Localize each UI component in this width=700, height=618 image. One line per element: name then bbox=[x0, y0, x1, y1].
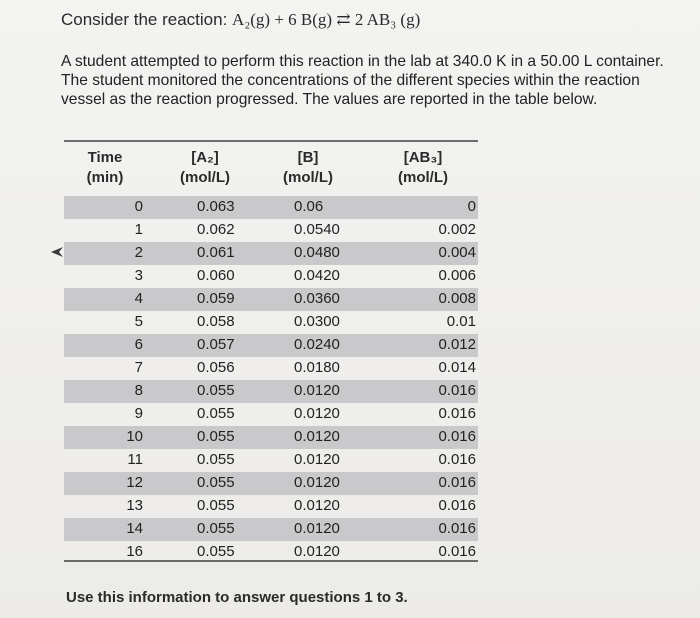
reaction-equation: A₂(g) + 6 B(g) ⇄ 2 AB₃ (g) bbox=[232, 10, 421, 29]
cell-a2: 0.055 bbox=[197, 382, 235, 399]
table-row bbox=[64, 334, 478, 357]
cell-b: 0.0300 bbox=[294, 313, 340, 330]
cell-a2: 0.060 bbox=[197, 267, 235, 284]
cell-ab3: 0.004 bbox=[438, 244, 476, 261]
cell-time: 8 bbox=[134, 382, 143, 399]
cell-ab3: 0.008 bbox=[438, 290, 476, 307]
table-row bbox=[64, 518, 478, 541]
cell-a2: 0.055 bbox=[197, 543, 235, 560]
table-row bbox=[64, 495, 478, 518]
reaction-title bbox=[61, 10, 420, 30]
cell-b: 0.0120 bbox=[294, 543, 340, 560]
table-row bbox=[64, 288, 478, 311]
problem-paragraph: A student attempted to perform this reaction in the lab at 340.0 K in a 50.00 L container. The student monitored the concentrations of the different species within the reaction vessel as the reaction progressed. The values are reported in the table below. bbox=[61, 53, 664, 108]
cell-a2: 0.061 bbox=[197, 244, 235, 261]
table-body bbox=[64, 196, 478, 564]
cell-time: 3 bbox=[134, 267, 143, 284]
table-row bbox=[64, 357, 478, 380]
cell-b: 0.0120 bbox=[294, 497, 340, 514]
cell-ab3: 0 bbox=[467, 198, 476, 215]
cell-ab3: 0.016 bbox=[438, 543, 476, 560]
cell-a2: 0.062 bbox=[197, 221, 235, 238]
cell-a2: 0.056 bbox=[197, 359, 235, 376]
table-bottom-rule bbox=[64, 560, 478, 562]
cell-a2: 0.059 bbox=[197, 290, 235, 307]
reaction-prefix: Consider the reaction: bbox=[61, 10, 233, 29]
cell-ab3: 0.012 bbox=[438, 336, 476, 353]
cell-ab3: 0.016 bbox=[438, 520, 476, 537]
cell-a2: 0.057 bbox=[197, 336, 235, 353]
cell-a2: 0.055 bbox=[197, 474, 235, 491]
cell-b: 0.0120 bbox=[294, 451, 340, 468]
cell-ab3: 0.01 bbox=[446, 313, 476, 330]
cell-a2: 0.063 bbox=[197, 198, 235, 215]
cell-ab3: 0.016 bbox=[438, 382, 476, 399]
header-a2: [A₂] (mol/L) bbox=[180, 149, 230, 186]
cell-b: 0.0240 bbox=[294, 336, 340, 353]
cell-time: 9 bbox=[134, 405, 143, 422]
cell-time: 5 bbox=[134, 313, 143, 330]
cell-time: 7 bbox=[134, 359, 143, 376]
cell-a2: 0.055 bbox=[197, 405, 235, 422]
cell-time: 1 bbox=[134, 221, 143, 238]
footer-note: Use this information to answer questions 1 to 3. bbox=[66, 589, 408, 606]
table-row bbox=[64, 196, 478, 219]
cell-b: 0.0120 bbox=[294, 405, 340, 422]
cell-b: 0.0540 bbox=[294, 221, 340, 238]
cell-b: 0.0120 bbox=[294, 382, 340, 399]
cell-a2: 0.058 bbox=[197, 313, 235, 330]
table-row bbox=[64, 380, 478, 403]
cell-time: 10 bbox=[126, 428, 143, 445]
cell-time: 13 bbox=[126, 497, 143, 514]
cell-a2: 0.055 bbox=[197, 428, 235, 445]
cell-b: 0.06 bbox=[294, 198, 324, 215]
cell-b: 0.0120 bbox=[294, 428, 340, 445]
cell-ab3: 0.016 bbox=[438, 497, 476, 514]
table-row bbox=[64, 242, 478, 265]
cell-time: 2 bbox=[134, 244, 143, 261]
table-row bbox=[64, 219, 478, 242]
cell-ab3: 0.016 bbox=[438, 474, 476, 491]
cell-ab3: 0.002 bbox=[438, 221, 476, 238]
cell-b: 0.0120 bbox=[294, 474, 340, 491]
cell-ab3: 0.014 bbox=[438, 359, 476, 376]
cell-ab3: 0.016 bbox=[438, 405, 476, 422]
table-row bbox=[64, 449, 478, 472]
cell-time: 6 bbox=[134, 336, 143, 353]
cell-b: 0.0360 bbox=[294, 290, 340, 307]
cell-b: 0.0480 bbox=[294, 244, 340, 261]
cell-b: 0.0120 bbox=[294, 520, 340, 537]
table-row bbox=[64, 265, 478, 288]
header-b: [B] (mol/L) bbox=[283, 149, 333, 186]
cell-ab3: 0.006 bbox=[438, 267, 476, 284]
table-row bbox=[64, 472, 478, 495]
table-row bbox=[64, 403, 478, 426]
cell-b: 0.0420 bbox=[294, 267, 340, 284]
table-row bbox=[64, 426, 478, 449]
cell-a2: 0.055 bbox=[197, 520, 235, 537]
cell-time: 12 bbox=[126, 474, 143, 491]
cell-a2: 0.055 bbox=[197, 497, 235, 514]
arrow-cursor-icon bbox=[49, 245, 65, 259]
cell-time: 0 bbox=[134, 198, 143, 215]
cell-ab3: 0.016 bbox=[438, 428, 476, 445]
cell-time: 4 bbox=[134, 290, 143, 307]
cell-b: 0.0180 bbox=[294, 359, 340, 376]
cell-time: 16 bbox=[126, 543, 143, 560]
cell-a2: 0.055 bbox=[197, 451, 235, 468]
header-ab3: [AB₃] (mol/L) bbox=[398, 149, 448, 186]
cell-ab3: 0.016 bbox=[438, 451, 476, 468]
header-time: Time (min) bbox=[86, 149, 124, 186]
table-top-rule bbox=[64, 140, 478, 142]
cell-time: 14 bbox=[126, 520, 143, 537]
table-row bbox=[64, 311, 478, 334]
cell-time: 11 bbox=[127, 451, 143, 468]
